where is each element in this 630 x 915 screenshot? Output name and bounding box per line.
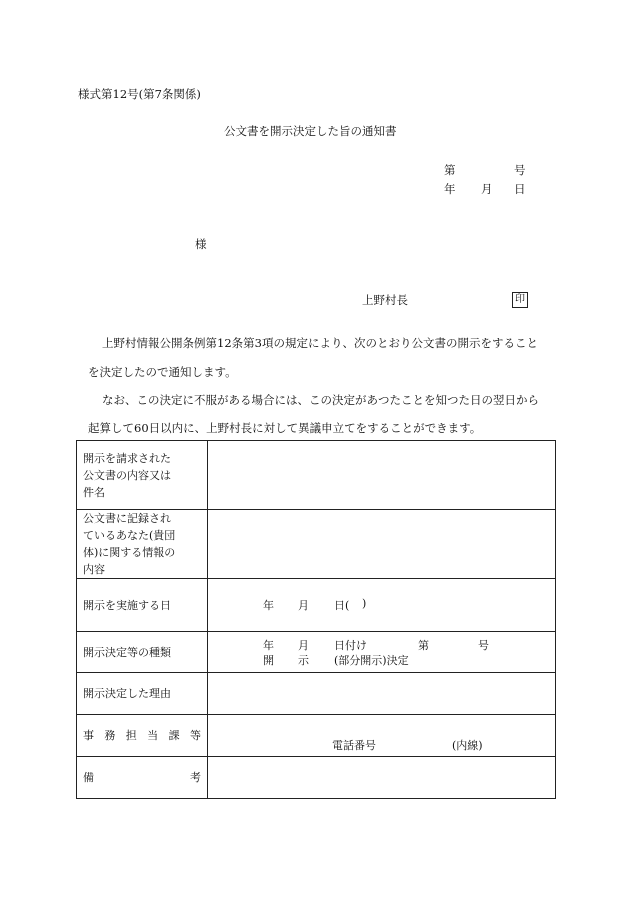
seal-mark: 印 <box>512 292 528 308</box>
label-line: 件名 <box>83 485 105 499</box>
label-char: 担 <box>125 729 137 742</box>
table-row <box>77 579 556 632</box>
sender-name: 上野村長 <box>362 293 408 307</box>
ref-go: 号 <box>514 163 526 177</box>
form-table <box>76 440 556 799</box>
disclosure-nen: 年 <box>263 599 274 612</box>
label-line: 体)に関する情報の <box>83 546 176 559</box>
label-char: 務 <box>104 729 116 742</box>
paragraph-line-4: 起算して60日以内に、上野村長に対して異議申立てをすることができます。 <box>88 421 482 435</box>
label-line: 公文書に記録され <box>83 512 171 525</box>
label-decision-type: 開示決定等の種類 <box>77 632 208 673</box>
decision-go: 号 <box>478 639 489 652</box>
label-line: ているあなた(貴団 <box>83 529 176 542</box>
label-char: 備 <box>83 771 94 784</box>
label-line: 開示を請求された <box>83 451 171 465</box>
label-disclosure-date: 開示を実施する日 <box>77 579 208 632</box>
date-nen: 年 <box>444 182 456 196</box>
label-char: 事 <box>83 729 94 742</box>
label-recorded-info <box>77 510 208 579</box>
label-decision-reason: 開示決定した理由 <box>77 673 208 715</box>
extension-label: (内線) <box>452 739 483 752</box>
paragraph-line-3: なお、この決定に不服がある場合には、この決定があつたことを知つた日の翌日から <box>102 393 539 407</box>
label-char: 当 <box>147 729 159 742</box>
value-responsible-section[interactable] <box>208 715 556 757</box>
value-requested-document[interactable] <box>208 441 556 510</box>
decision-nen: 年 <box>263 639 274 652</box>
label-responsible-section <box>77 715 208 757</box>
value-decision-type[interactable] <box>208 632 556 673</box>
document-title: 公文書を開示決定した旨の通知書 <box>224 124 397 138</box>
table-row <box>77 673 556 715</box>
disclosure-hi: 日( <box>334 599 350 612</box>
label-line: 公文書の内容又は <box>83 468 171 482</box>
disclosure-close: ) <box>362 597 367 610</box>
date-tsuki: 月 <box>481 182 493 196</box>
table-row <box>77 441 556 510</box>
label-remarks <box>77 757 208 799</box>
decision-partial: (部分開示)決定 <box>334 654 409 667</box>
ref-dai: 第 <box>444 163 456 177</box>
form-number: 様式第12号(第7条関係) <box>78 87 201 101</box>
value-decision-reason[interactable] <box>208 673 556 715</box>
decision-tsuki: 月 <box>298 639 309 652</box>
paragraph-line-2: を決定したので通知します。 <box>88 365 237 379</box>
label-spread <box>83 769 201 786</box>
disclosure-tsuki: 月 <box>298 599 309 612</box>
label-char: 考 <box>190 771 201 784</box>
label-char: 等 <box>189 729 201 742</box>
label-requested-document <box>77 441 208 510</box>
label-char: 課 <box>168 729 180 742</box>
paragraph-line-1: 上野村情報公開条例第12条第3項の規定により、次のとおり公文書の開示をすること <box>102 336 538 350</box>
value-remarks[interactable] <box>208 757 556 799</box>
table-row <box>77 715 556 757</box>
table-row <box>77 632 556 673</box>
table-row <box>77 757 556 799</box>
label-spread <box>83 727 201 744</box>
decision-ji: 示 <box>298 654 309 667</box>
table-row <box>77 510 556 579</box>
decision-dai: 第 <box>418 639 429 652</box>
phone-label: 電話番号 <box>332 739 376 752</box>
decision-hizuke: 日付け <box>334 639 367 652</box>
addressee-suffix: 様 <box>195 237 207 251</box>
date-hi: 日 <box>514 182 526 196</box>
label-line: 内容 <box>83 563 105 576</box>
value-disclosure-date[interactable] <box>208 579 556 632</box>
decision-kai: 開 <box>263 654 274 667</box>
value-recorded-info[interactable] <box>208 510 556 579</box>
